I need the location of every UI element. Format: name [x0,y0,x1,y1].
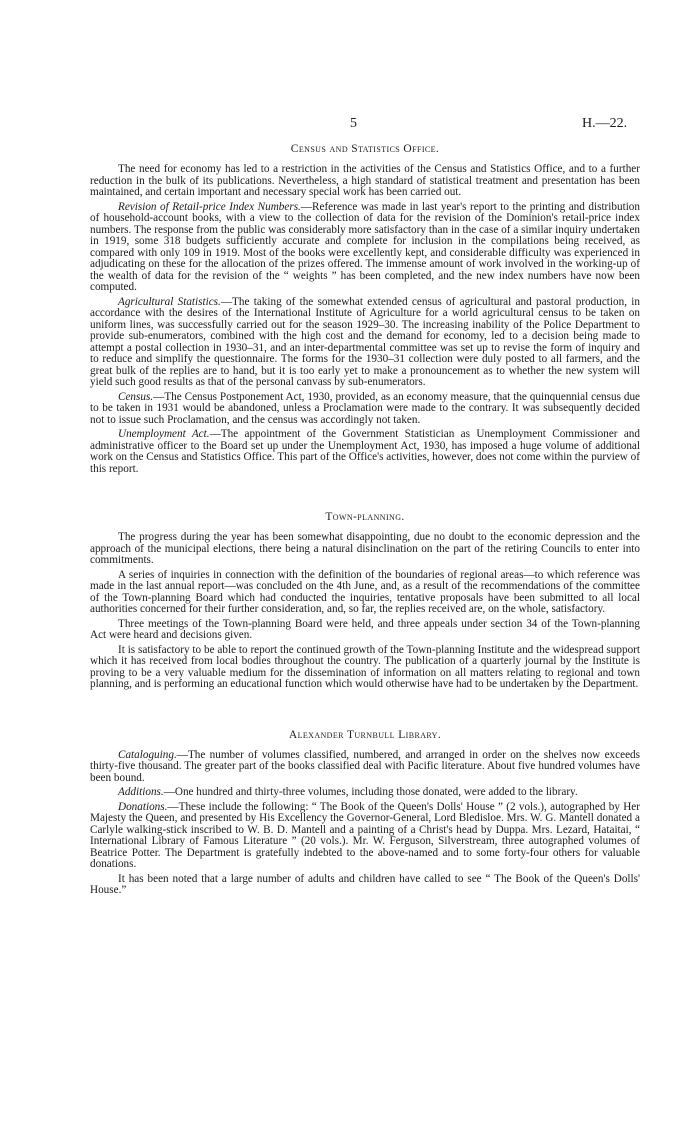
paragraph: Agricultural Statistics.—The taking of the somewhat extended census of agricultural and pastoral production, in accordance with the desires of the International Institute of Agriculture for a world agricultural census to be taken on uniform lines, was successfully carried out for the season 1929–30. The increasing inability of the Police Department to provide sub-enumerators, combined with the high cost and the demand for economy, led to a decision being made to attempt a postal collection in 1930–31, and an inter-departmental committee was set up to revise the form of inquiry and to reduce and simplify the questionnaire. The forms for the 1930–31 collection were duly posted to all farmers, and the great bulk of the replies are to hand, but it is too early yet to make a pronouncement as to whether the new system will yield such good results as that of the personal canvass by sub-enumerators. [90,295,640,388]
section-heading-library: Alexander Turnbull Library. [288,728,442,741]
paragraph-lead: Unemployment Act. [118,428,210,440]
paragraph: Three meetings of the Town-planning Board were held, and three appeals under section 34 of the Town-planning Act were heard and decisions given. [90,617,640,641]
paragraph: Unemployment Act.—The appointment of the Government Statistician as Unemployment Commissioner and administrative officer to the Board set up under the Unemployment Act, 1930, has imposed a huge volume of additional work on the Census and Statistics Office. This part of the Office's activities, however, does not come within the purview of this report. [90,428,640,475]
paragraph: Revision of Retail-price Index Numbers.—Reference was made in last year's report to the printing and distribution of household-account books, with a view to the collection of data for the revision of the Dominion's retail-price index numbers. The response from the public was considerably more satisfactory than in the case of a similar inquiry undertaken in 1919, some 318 budgets sufficiently accurate and complete for inclusion in the compilations being received, as compared with only 109 in 1919. Most of the books were excellently kept, and considerable difficulty was experienced in adjudicating on these for the allocation of the prizes offered. The immense amount of work involved in the working-up of the wealth of data for the revision of the “ weights ” has been completed, and the new index numbers have now been computed. [90,200,640,293]
paragraph: It is satisfactory to be able to report the continued growth of the Town-planning Institute and the widespread support which it has received from local bodies throughout the country. The publication of a quarterly journal by the Institute is proving to be a very valuable medium for the dissemination of information on all matters relating to regional and town planning, and is performing an educational function which would otherwise have had to be undertaken by the Department. [90,643,640,690]
paragraph: It has been noted that a large number of adults and children have called to see “ The Book of the Queen's Dolls' House.” [90,872,640,896]
paragraph-lead: Cataloguing. [118,748,177,761]
page-body [90,143,640,900]
paragraph: Cataloguing.—The number of volumes classified, numbered, and arranged in order on the shelves now exceeds thirty-five thousand. The greater part of the books classified deal with Pacific literature. About five hundred volumes have been bound. [90,748,640,784]
paragraph: A series of inquiries in connection with the definition of the boundaries of regional areas—to which reference was made in the last annual report—was concluded on the 4th June, and, as a result of the recommendations of the committee of the Town-planning Board which had conducted the inquiries, tentative proposals have been submitted to all local authorities concerned for their further consideration, and, so far, the replies received are, on the whole, satisfactory. [90,568,640,615]
paragraph-lead: Additions. [118,786,164,798]
section-heading-census: Census and Statistics Office. [290,143,440,155]
page-number: 5 [350,116,357,131]
paragraph-lead: Donations. [118,800,168,813]
paragraph: Additions.—One hundred and thirty-three volumes, including those donated, were added to the library. [118,786,578,798]
paragraph: The need for economy has led to a restriction in the activities of the Census and Statistics Office, and to a further reduction in the bulk of its publications. Nevertheless, a high standard of statistical treatment and presentation has been maintained, and certain important and necessary special work has been carried out. [90,163,640,198]
paragraph: Census.—The Census Postponement Act, 1930, provided, as an economy measure, that the quinquennial census due to be taken in 1931 would be abandoned, unless a Proclamation were made to the contrary. It was subsequently decided not to issue such Proclamation, and the census was accordingly not taken. [90,390,640,426]
paragraph: Donations.—These include the following: “ The Book of the Queen's Dolls' House ” (2 vols.), autographed by Her Majesty the Queen, and presented by His Excellency the Governor-General, Lord Bledisloe. Mrs. W. G. Mantell donated a Carlyle walking-stick inscribed to W. B. D. Mantell and a painting of a Christ's head by Duppa. Mrs. Lezard, Hataitai, “ International Library of Famous Literature ” (20 vols.). Mr. W. Ferguson, Silverstream, three autographed volumes of Beatrice Potter. The Department is gratefully indebted to the above-named and to some forty-four others for valuable donations. [90,800,640,870]
paragraph-lead: Revision of Retail-price Index Numbers. [118,200,301,213]
paragraph-lead: Census. [118,390,154,403]
section-heading-town-planning: Town-planning. [325,511,405,523]
document-reference: H.—22. [582,116,628,131]
paragraph-lead: Agricultural Statistics. [118,295,221,308]
paragraph: The progress during the year has been somewhat disappointing, due no doubt to the economic depression and the approach of the municipal elections, there being a natural disinclination on the part of the retiring Councils to enter into commitments. [90,531,640,566]
